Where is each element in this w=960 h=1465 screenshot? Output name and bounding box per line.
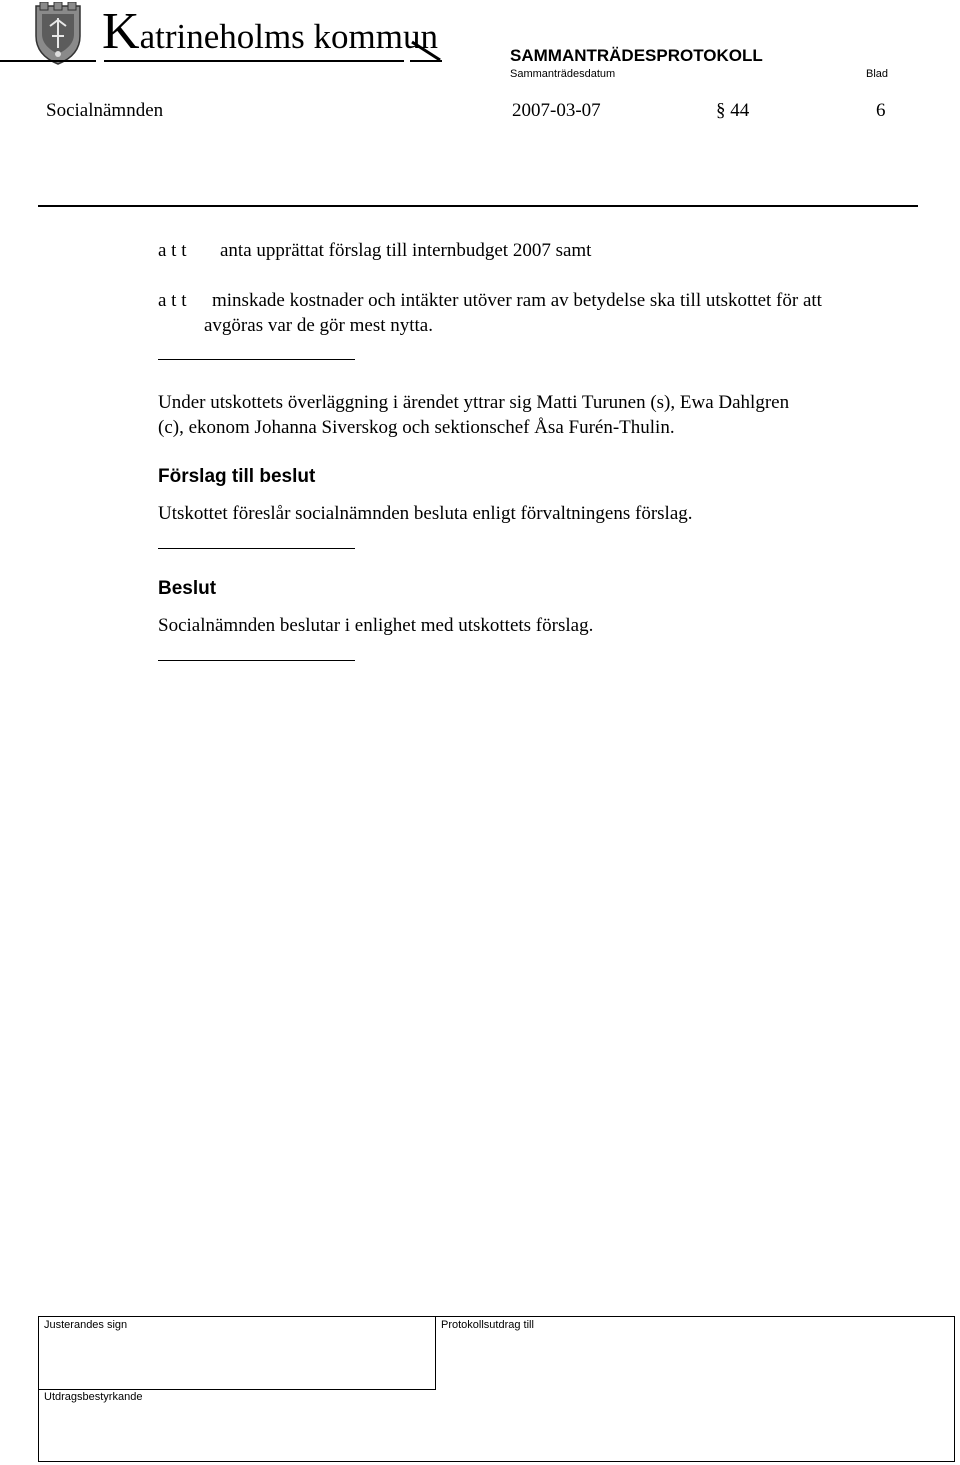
protokollsutdrag-label: Protokollsutdrag till (441, 1319, 534, 1331)
municipality-name (102, 3, 439, 60)
municipality-name-initial: K (102, 3, 140, 60)
header-logo-rule-right (104, 60, 404, 62)
page-label: Blad (866, 68, 889, 80)
section-rule-2 (158, 548, 355, 549)
proposal-text: Utskottet föreslår socialnämnden besluta enligt förvaltningens förslag. (158, 503, 693, 524)
utdragsbestyrkande-label: Utdragsbestyrkande (44, 1391, 143, 1403)
paragraph-number: § 44 (716, 100, 750, 121)
protocol-title: SAMMANTRÄDESPROTOKOLL (510, 46, 763, 65)
proposal-heading: Förslag till beslut (158, 466, 316, 487)
meeting-date: 2007-03-07 (512, 100, 601, 121)
municipal-crest-logo (32, 2, 84, 66)
decision-heading: Beslut (158, 578, 217, 599)
att-text-2-line1: minskade kostnader och intäkter utöver ram av betydelse ska till utskottet för att (212, 290, 822, 311)
discussion-text-line1: Under utskottets överläggning i ärendet yttrar sig Matti Turunen (s), Ewa Dahlgren (158, 392, 790, 413)
header-logo-swoosh (410, 40, 442, 62)
section-rule-1 (158, 359, 355, 360)
header-logo-rule-left (0, 60, 96, 62)
header-divider (38, 205, 918, 207)
decision-text: Socialnämnden beslutar i enlighet med utskottets förslag. (158, 615, 594, 636)
municipality-name-rest: atrineholms kommun (139, 17, 439, 56)
signature-box-divider-vertical (435, 1316, 436, 1390)
justerandes-sign-label: Justerandes sign (44, 1319, 128, 1331)
att-text-1: anta upprättat förslag till internbudget 2007 samt (220, 240, 592, 261)
organ-name: Socialnämnden (46, 100, 164, 121)
att-marker-2: a t t (158, 290, 187, 311)
page-number: 6 (876, 100, 886, 121)
att-text-2-line2: avgöras var de gör mest nytta. (204, 315, 433, 336)
att-marker-1: a t t (158, 240, 187, 261)
section-rule-3 (158, 660, 355, 661)
discussion-text-line2: (c), ekonom Johanna Siverskog och sektionschef Åsa Furén-Thulin. (158, 417, 675, 438)
meeting-date-label: Sammanträdesdatum (510, 68, 616, 80)
